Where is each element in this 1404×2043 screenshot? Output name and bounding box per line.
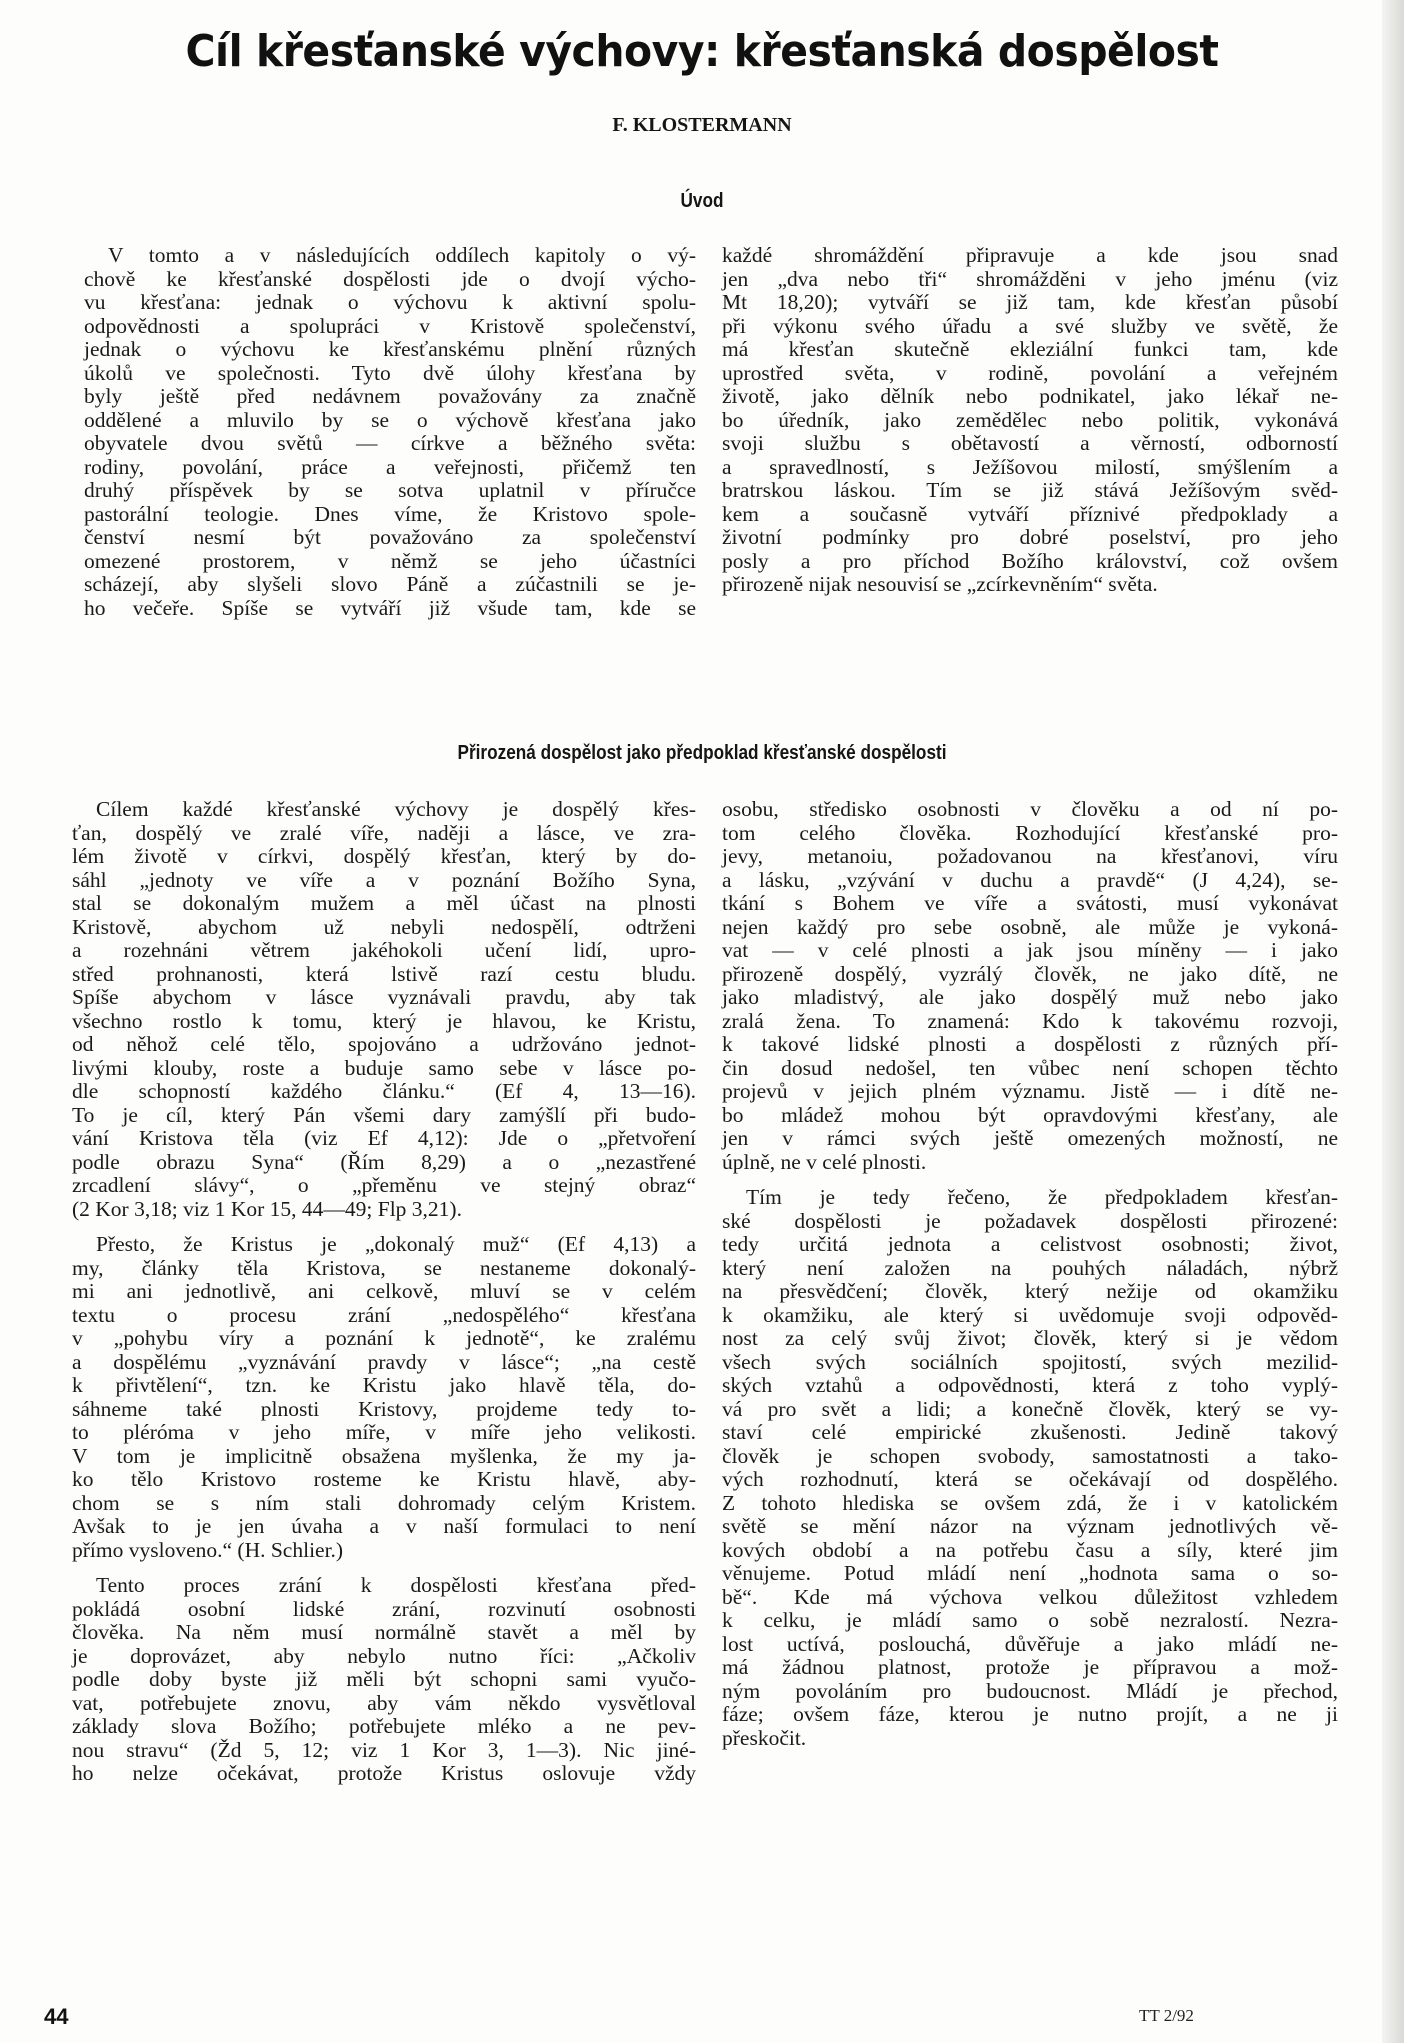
body-column-left bbox=[72, 798, 696, 1786]
text-line: člověka. Na něm musí normálně stavět a měl by bbox=[72, 1620, 696, 1644]
text-line: všech svých sociálních spojitostí, svých mezilid- bbox=[722, 1349, 1338, 1374]
text-line: to pléróma v jeho míře, v míře jeho velikosti. bbox=[72, 1420, 696, 1444]
text-line: odpovědnosti a spolupráci v Kristově společenství, bbox=[84, 313, 696, 338]
text-line: Avšak to je jen úvaha a v naší formulaci to není bbox=[72, 1514, 696, 1538]
section-heading-natural-adulthood: Přirozená dospělost jako předpoklad křesťanské dospělosti bbox=[457, 742, 947, 764]
text-line: má křesťan skutečně ekleziální funkci tam, kde bbox=[722, 337, 1338, 361]
text-line: tom celého člověka. Rozhodující křesťanské pro- bbox=[722, 820, 1338, 845]
text-line: svoji službu s obětavostí a věrností, odborností bbox=[722, 431, 1338, 455]
text-line: a rozehnáni větrem jakéhokoli učení lidí, upro- bbox=[72, 938, 696, 962]
text-line: a spravedlností, s Ježíšovou milostí, smýšlením a bbox=[722, 454, 1338, 479]
text-line: stal se dokonalým mužem a měl účast na plnosti bbox=[72, 891, 696, 915]
text-line: chově ke křesťanské dospělosti jde o dvojí výcho- bbox=[84, 266, 696, 291]
text-line: jen v rámci svých ještě omezených možností, ne bbox=[722, 1126, 1338, 1150]
text-line: každé shromáždění připravuje a kde jsou snad bbox=[722, 243, 1338, 267]
text-line: obyvatele dvou světů — církve a běžného světa: bbox=[84, 431, 696, 455]
text-line: věnujeme. Potud mládí není „hodnota sama o so- bbox=[722, 1561, 1338, 1585]
body-column-right bbox=[722, 798, 1338, 1750]
text-line: který není založen na pouhých náladách, nýbrž bbox=[722, 1255, 1338, 1280]
text-line: nou stravu“ (Žd 5, 12; viz 1 Kor 3, 1—3). Nic jiné- bbox=[72, 1737, 696, 1762]
text-line: základy slova Božího; potřebujete mléko a ne pev- bbox=[72, 1714, 696, 1738]
text-line: k takové lidské plnosti a dospělosti z různých pří- bbox=[722, 1032, 1338, 1056]
text-line: tedy určitá jednota a celistvost osobnosti; život, bbox=[722, 1232, 1338, 1256]
text-line: bo mládež mohou být opravdovými křesťany, ale bbox=[722, 1102, 1338, 1127]
text-line: životě, jako dělník nebo podnikatel, jako lékař ne- bbox=[722, 384, 1338, 408]
text-line: v „pohybu víry a poznání k jednotě“, ke zralému bbox=[72, 1326, 696, 1350]
text-line: vu křesťana: jednak o výchovu k aktivní spolu- bbox=[84, 290, 696, 314]
text-line: kových období a na potřebu času a síly, které jim bbox=[722, 1537, 1338, 1562]
text-line: pastorální teologie. Dnes víme, že Kristovo spole- bbox=[84, 501, 696, 526]
text-line: sáhl „jednoty ve víře a v poznání Božího Syna, bbox=[72, 867, 696, 892]
section-heading-intro: Úvod bbox=[680, 190, 724, 212]
text-line: chom se s ním stali dohromady celým Kristem. bbox=[72, 1490, 696, 1515]
text-line: ným povoláním pro budoucnost. Mládí je přechod, bbox=[722, 1678, 1338, 1703]
paragraph bbox=[722, 798, 1338, 1174]
text-line: vých rozhodnutí, která se očekávají od dospělého. bbox=[722, 1467, 1338, 1491]
text-line: Kristově, abychom už nebyli nedospělí, odtrženi bbox=[72, 914, 696, 939]
text-line: k okamžiku, ale který si uvědomuje svoji odpověd- bbox=[722, 1302, 1338, 1327]
paragraph bbox=[72, 1233, 696, 1562]
text-line: uprostřed světa, v rodině, povolání a veřejném bbox=[722, 360, 1338, 385]
text-line: vat — v celé plnosti a jak jsou míněny — i jako bbox=[722, 938, 1338, 962]
text-line: V tom je implicitně obsažena myšlenka, že my ja- bbox=[72, 1443, 696, 1468]
text-line: úkolů ve společnosti. Tyto dvě úlohy křesťana by bbox=[84, 360, 696, 385]
text-line: scházejí, aby slyšeli slovo Páně a zúčastnili se je- bbox=[84, 572, 696, 596]
text-line: Cílem každé křesťanské výchovy je dospělý křes- bbox=[96, 797, 696, 821]
page-edge-shadow bbox=[1382, 0, 1404, 2043]
text-line: Přesto, že Kristus je „dokonalý muž“ (Ef 4,13) a bbox=[96, 1232, 696, 1256]
text-line: přímo vysloveno.“ (H. Schlier.) bbox=[72, 1537, 344, 1562]
text-line: a lásku, „vzývání v duchu a pravdě“ (J 4,24), se- bbox=[722, 867, 1338, 892]
text-line: textu o procesu zrání „nedospělého“ křesťana bbox=[72, 1302, 696, 1327]
text-line: vá pro svět a lidi; a konečně člověk, který se vy- bbox=[722, 1396, 1338, 1421]
text-line: lém životě v církvi, dospělý křesťan, který by do- bbox=[72, 844, 696, 868]
text-line: ských vztahů a odpovědnosti, která z toho vyplý- bbox=[722, 1373, 1338, 1397]
text-line: člověk je schopen svobody, samostatnosti a tako- bbox=[722, 1443, 1338, 1468]
text-line: bo úředník, jako zemědělec nebo politik, vykonává bbox=[722, 407, 1338, 432]
text-line: má žádnou platnost, protože je přípravou a mož- bbox=[722, 1655, 1338, 1679]
text-line: ho večeře. Spíše se vytváří již všude tam, kde se bbox=[84, 595, 696, 620]
text-line: livými klouby, roste a buduje samo sebe v lásce po- bbox=[72, 1055, 696, 1080]
text-line: Z tohoto hlediska se ovšem zdá, že i v katolickém bbox=[722, 1490, 1338, 1515]
text-line: přeskočit. bbox=[722, 1725, 807, 1750]
text-line: Tento proces zrání k dospělosti křesťana před- bbox=[96, 1573, 696, 1597]
text-line: jako mladistvý, ale jako dospělý muž nebo jako bbox=[722, 985, 1338, 1009]
text-line: fáze; ovšem fáze, kterou je nutno projít, a ne ji bbox=[722, 1702, 1338, 1726]
text-line: Mt 18,20); vytváří se již tam, kde křesťan působí bbox=[722, 290, 1338, 314]
text-line: je doprovázet, aby nebylo nutno říci: „Ačkoliv bbox=[72, 1643, 696, 1668]
text-line: my, články těla Kristova, se nestaneme dokonalý- bbox=[72, 1255, 696, 1280]
text-line: omezené prostorem, v němž se jeho účastníci bbox=[84, 548, 696, 573]
text-line: od něhož celé tělo, spojováno a udržováno jednot- bbox=[72, 1032, 696, 1056]
text-line: oddělené a mluvilo by se o výchově křesťana jako bbox=[84, 407, 696, 432]
text-line: (2 Kor 3,18; viz 1 Kor 15, 44—49; Flp 3,21). bbox=[72, 1196, 462, 1221]
text-line: jevy, metanoiu, požadovanou na křesťanovi, víru bbox=[722, 844, 1338, 868]
text-line: zrcadlení slávy“, o „přeměnu ve stejný obraz“ bbox=[72, 1173, 696, 1197]
text-line: nost za celý svůj život; člověk, který si je vědom bbox=[722, 1326, 1338, 1350]
intro-column-right bbox=[722, 244, 1338, 597]
text-line: Tím je tedy řečeno, že předpokladem křesťan- bbox=[746, 1185, 1338, 1209]
text-line: byly ještě před nedávnem považovány za značně bbox=[84, 384, 696, 408]
text-line: životní podmínky pro dobré poselství, pro jeho bbox=[722, 525, 1338, 549]
text-line: k přivtělení“, tzn. ke Kristu jako hlavě těla, do- bbox=[72, 1373, 696, 1397]
text-line: tkání s Bohem ve víře a svátosti, musí vykonávat bbox=[722, 891, 1338, 915]
paragraph bbox=[72, 1574, 696, 1786]
text-line: všechno rostlo k tomu, který je hlavou, ke Kristu, bbox=[72, 1008, 696, 1033]
journal-issue: TT 2/92 bbox=[1139, 2006, 1194, 2025]
text-line: rodiny, povolání, práce a veřejnosti, přičemž ten bbox=[84, 454, 696, 479]
text-line: projevů v jejich plném významu. Jistě — i dítě ne- bbox=[722, 1079, 1338, 1103]
text-line: druhý příspěvek by se sotva uplatnil v příručce bbox=[84, 478, 696, 502]
text-line: ské dospělosti je požadavek dospělosti přirozené: bbox=[722, 1208, 1338, 1233]
text-line: ho nelze očekávat, protože Kristus oslovuje vždy bbox=[72, 1761, 696, 1785]
text-line: jednak o výchovu ke křesťanskému plnění různých bbox=[84, 337, 696, 361]
text-line: ko tělo Kristovo rosteme ke Kristu hlavě, aby- bbox=[72, 1467, 696, 1491]
text-line: a dospělému „vyznávání pravdy v lásce“; „na cestě bbox=[72, 1349, 696, 1374]
paragraph bbox=[722, 244, 1338, 597]
text-line: čenství nesmí být považováno za společenství bbox=[84, 525, 696, 549]
text-line: staví celé empirické zkušenosti. Jedině takový bbox=[722, 1420, 1338, 1444]
text-line: při výkonu svého úřadu a své služby ve světě, že bbox=[722, 313, 1338, 338]
text-line: lost uctívá, poslouchá, důvěřuje a jako mládí ne- bbox=[722, 1631, 1338, 1656]
text-line: zralá žena. To znamená: Kdo k takovému rozvoji, bbox=[722, 1008, 1338, 1033]
text-line: podle doby byste již měli být schopni sami vyučo- bbox=[72, 1667, 696, 1691]
text-line: V tomto a v následujících oddílech kapitoly o vý- bbox=[108, 243, 696, 267]
text-line: střed prohnanosti, která lstivě razí cestu bludu. bbox=[72, 961, 696, 986]
text-line: dle schopností každého článku.“ (Ef 4, 13—16). bbox=[72, 1079, 696, 1103]
text-line: bratrskou láskou. Tím se již stává Ježíšovým svěd- bbox=[722, 478, 1338, 502]
text-line: přirozeně nijak nesouvisí se „zcírkevněním“ světa. bbox=[722, 572, 1158, 596]
page-number: 44 bbox=[44, 2004, 69, 2029]
text-line: k celku, je mládí samo o sobě nezralostí. Nezra- bbox=[722, 1608, 1338, 1632]
text-line: vání Kristova těla (viz Ef 4,12): Jde o „přetvoření bbox=[72, 1126, 696, 1150]
text-line: kem a současně vytváří příznivé předpoklady a bbox=[722, 501, 1338, 526]
text-line: pokládá osobní lidské zrání, rozvinutí osobnosti bbox=[72, 1596, 696, 1621]
text-line: bě“. Kde má výchova velkou důležitost vzhledem bbox=[722, 1584, 1338, 1609]
text-line: sáhneme také plnosti Kristovy, projdeme tedy to- bbox=[72, 1396, 696, 1421]
text-line: jen „dva nebo tři“ shromážděni v jeho jménu (viz bbox=[722, 266, 1338, 291]
text-line: na přesvědčení; člověk, který nežije od okamžiku bbox=[722, 1279, 1338, 1303]
text-line: vat, potřebujete znovu, aby vám někdo vysvětloval bbox=[72, 1690, 696, 1715]
text-line: čin dosud nedošel, ten vůbec není schopen těchto bbox=[722, 1055, 1338, 1080]
paragraph bbox=[722, 1186, 1338, 1750]
text-line: podle obrazu Syna“ (Řím 8,29) a o „nezastřené bbox=[72, 1149, 696, 1174]
text-line: To je cíl, který Pán všemi dary zamýšlí při budo- bbox=[72, 1102, 696, 1127]
text-line: Spíše abychom v lásce vyznávali pravdu, aby tak bbox=[72, 985, 696, 1009]
article-title: Cíl křesťanské výchovy: křesťanská dospělost bbox=[185, 26, 1219, 77]
text-line: osobu, středisko osobnosti v člověku a od ní po- bbox=[722, 797, 1338, 821]
paragraph bbox=[72, 798, 696, 1221]
intro-column-left bbox=[84, 244, 696, 620]
text-line: nejen každý pro sebe osobně, ale může je vykoná- bbox=[722, 914, 1338, 939]
text-line: mi ani jednotlivě, ani celkově, mluví se v celém bbox=[72, 1279, 696, 1303]
paragraph bbox=[84, 244, 696, 620]
text-line: světě se mění názor na význam jednotlivých vě- bbox=[722, 1514, 1338, 1538]
text-line: ťan, dospělý ve zralé víře, naději a lásce, ve zra- bbox=[72, 820, 696, 845]
article-author: F. KLOSTERMANN bbox=[612, 114, 792, 136]
text-line: úplně, ne v celé plnosti. bbox=[722, 1149, 927, 1174]
text-line: přirozeně dospělý, vyzrálý člověk, ne jako dítě, ne bbox=[722, 961, 1338, 986]
text-line: posly a pro příchod Božího království, což ovšem bbox=[722, 548, 1338, 573]
